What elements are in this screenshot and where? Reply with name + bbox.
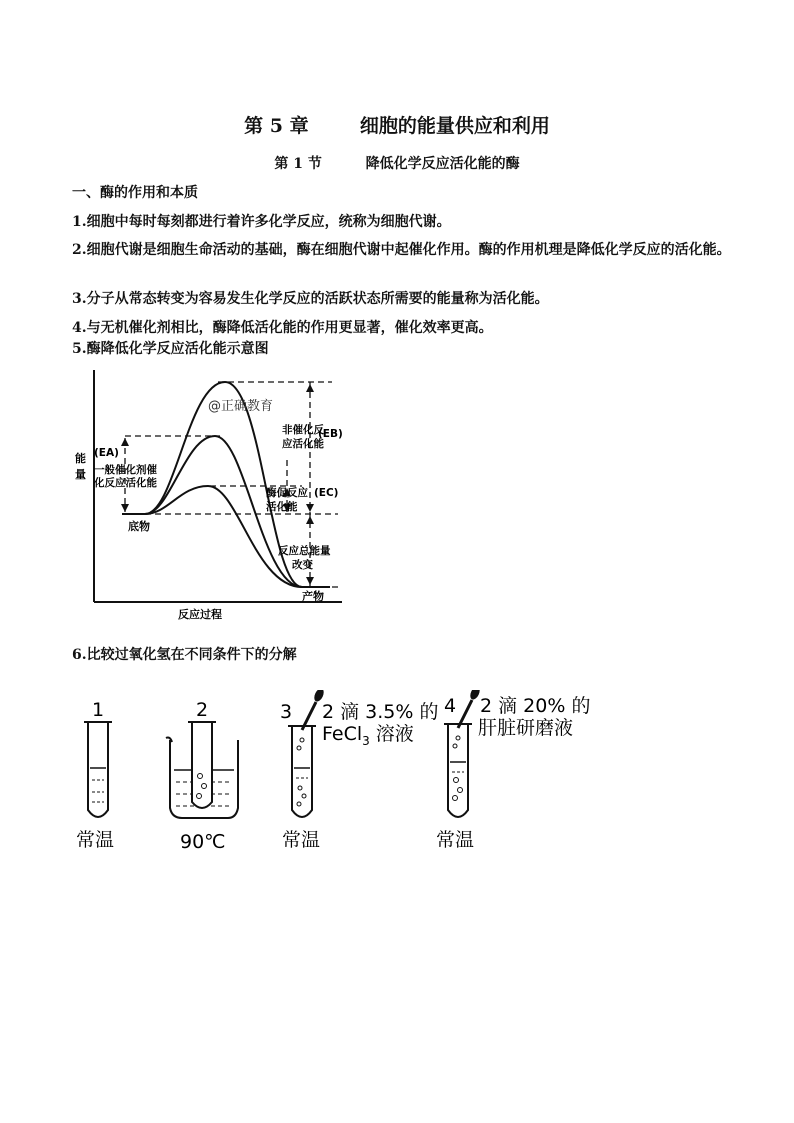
point-6: 6.比较过氧化氢在不同条件下的分解 xyxy=(72,647,297,663)
x-axis-label: 反应过程 xyxy=(178,608,222,621)
tube-4-reagent-1: 2 滴 20% 的 xyxy=(480,695,590,717)
total-energy-label-2: 改变 xyxy=(292,559,313,571)
test-tube-2-water-bath xyxy=(166,699,238,853)
tube-2-condition: 90℃ xyxy=(180,831,226,853)
chapter-name: 细胞的能量供应和利用 xyxy=(359,115,550,137)
ec-label-2: 活化能 xyxy=(266,501,298,513)
point-5: 5.酶降低化学反应活化能示意图 xyxy=(72,341,269,357)
heading-enzyme-function: 一、酶的作用和本质 xyxy=(72,185,198,201)
section-title xyxy=(0,153,794,173)
tube-4-number: 4 xyxy=(444,695,457,717)
tube-2-number: 2 xyxy=(196,699,209,721)
tube-3-reagent-2: FeCl$_3$ 溶液 xyxy=(322,723,414,748)
substrate-label: 底物 xyxy=(128,520,150,533)
total-energy-label-1: 反应总能量 xyxy=(278,545,331,557)
section-number: 第 1 节 xyxy=(274,156,322,172)
point-3: 3.分子从常态转变为容易发生化学反应的活跃状态所需要的能量称为活化能。 xyxy=(72,291,549,307)
section-name: 降低化学反应活化能的酶 xyxy=(365,156,520,172)
ea-label-1: 一般催化剂催 xyxy=(94,464,157,476)
test-tube-3 xyxy=(280,690,438,851)
product-label: 产物 xyxy=(302,590,324,603)
y-axis-label-2: 量 xyxy=(75,468,86,481)
point-4: 4.与无机催化剂相比，酶降低活化能的作用更显著，催化效率更高。 xyxy=(72,320,493,336)
point-2: 2.细胞代谢是细胞生命活动的基础，酶在细胞代谢中起催化作用。酶的作用机理是降低化学反应的活化能。 xyxy=(72,242,731,258)
ea-tag: (EA) xyxy=(94,447,119,459)
chapter-number: 第 5 章 xyxy=(244,115,309,137)
test-tube-4 xyxy=(436,690,590,851)
ec-label-1: 酶促反应 xyxy=(266,487,308,499)
tube-3-condition: 常温 xyxy=(282,829,321,851)
eb-tag: (EB) xyxy=(318,428,343,440)
tube-3-number: 3 xyxy=(280,701,293,723)
tube-3-reagent-1: 2 滴 3.5% 的 xyxy=(322,701,439,723)
eb-label-1: 非催化反 xyxy=(282,424,324,436)
ea-label-2: 化反应活化能 xyxy=(94,477,157,489)
tube-1-number: 1 xyxy=(92,699,105,721)
chapter-title xyxy=(0,111,794,138)
y-axis-label-1: 能 xyxy=(75,452,86,465)
test-tube-1 xyxy=(76,699,114,851)
watermark: @正确教育 xyxy=(208,399,274,414)
tube-1-condition: 常温 xyxy=(76,829,115,851)
tube-4-condition: 常温 xyxy=(436,829,475,851)
eb-label-2: 应活化能 xyxy=(282,438,324,450)
experiment-figure xyxy=(70,690,590,860)
point-1: 1.细胞中每时每刻都进行着许多化学反应，统称为细胞代谢。 xyxy=(72,214,451,230)
activation-energy-diagram xyxy=(70,362,360,624)
ec-tag: (EC) xyxy=(314,487,339,499)
tube-4-reagent-2: 肝脏研磨液 xyxy=(478,717,574,739)
